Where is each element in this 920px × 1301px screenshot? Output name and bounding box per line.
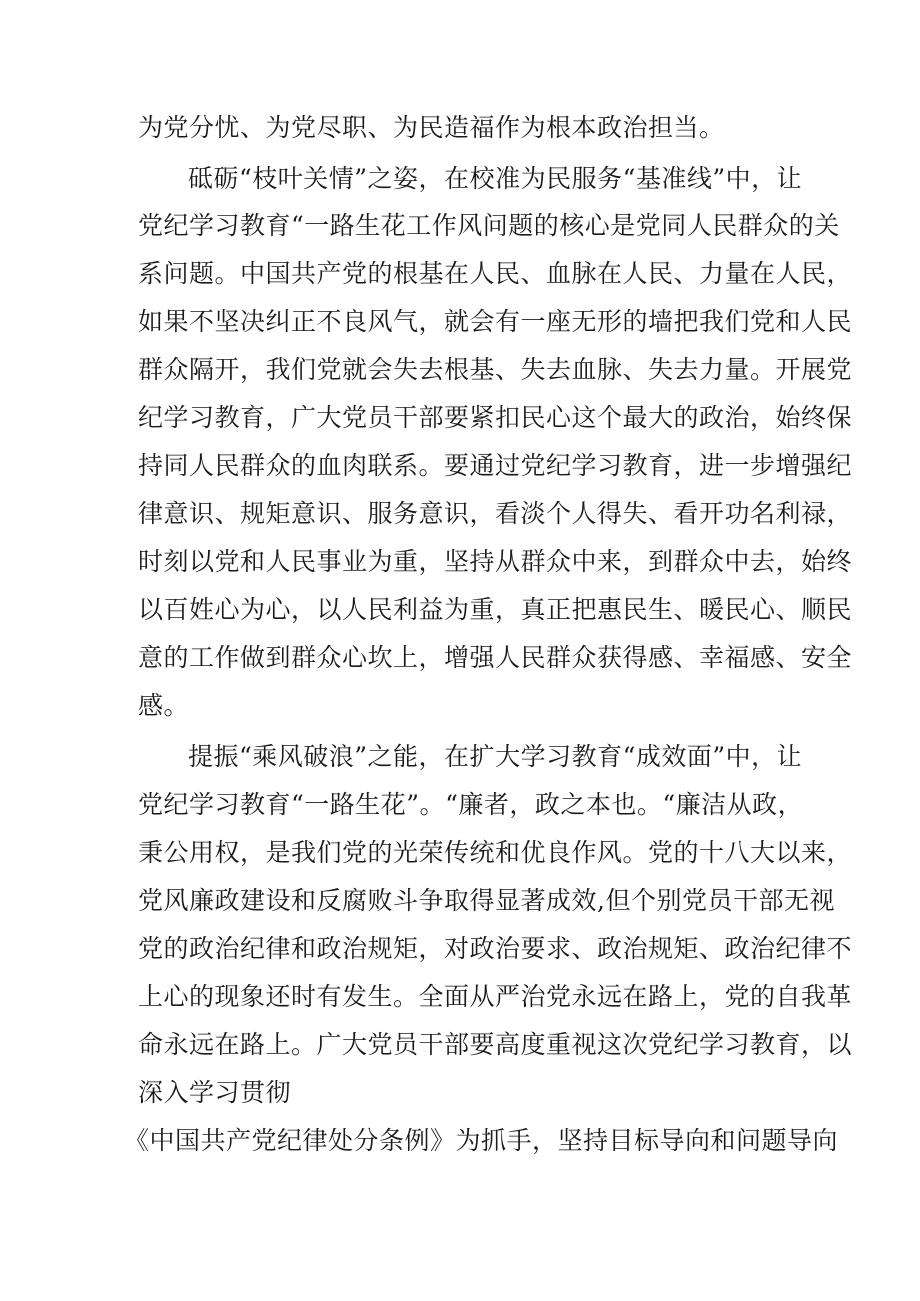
paragraph-line: 纪学习教育，广大党员干部要紧扣民心这个最大的政治，始终保 [138, 403, 853, 432]
paragraph-line: 砥砺“枝叶关情”之姿，在校准为民服务“基准线”中，让 [188, 164, 803, 193]
paragraph-line: 时刻以党和人民事业为重，坚持从群众中来，到群众中去，始终 [138, 547, 853, 576]
paragraph-line: 党的政治纪律和政治规矩，对政治要求、政治规矩、政治纪律不 [138, 934, 853, 963]
paragraph-line: 提振“乘风破浪”之能，在扩大学习教育“成效面”中，让 [188, 742, 803, 771]
paragraph-line: 如果不坚决纠正不良风气，就会有一座无形的墙把我们党和人民 [138, 307, 853, 336]
paragraph-line: 感。 [138, 691, 190, 720]
paragraph-line: 为党分忧、为党尽职、为民造福作为根本政治担当。 [138, 113, 725, 142]
paragraph-line: 秉公用权，是我们党的光荣传统和优良作风。党的十八大以来， [138, 838, 853, 867]
paragraph-line: 意的工作做到群众心坎上，增强人民群众获得感、幸福感、安全 [138, 643, 853, 672]
paragraph-line: 党纪学习教育“一路生花”。“廉者，政之本也。“廉洁从政， [138, 790, 804, 819]
paragraph-line: 命永远在路上。广大党员干部要高度重视这次党纪学习教育，以 [138, 1030, 853, 1059]
paragraph-line: 群众隔开，我们党就会失去根基、失去血脉、失去力量。开展党 [138, 355, 853, 384]
paragraph-line: 上心的现象还时有发生。全面从严治党永远在路上，党的自我革 [138, 982, 853, 1011]
paragraph-line: 党风廉政建设和反腐败斗争取得显著成效,但个别党员干部无视 [138, 886, 835, 915]
paragraph-line: 深入学习贯彻 [138, 1078, 292, 1107]
paragraph-line: 律意识、规矩意识、服务意识，看淡个人得失、看开功名利禄， [138, 499, 853, 528]
paragraph-line: 党纪学习教育“一路生花工作风问题的核心是党同人民群众的关 [138, 211, 840, 240]
paragraph-line: 《中国共产党纪律处分条例》为抓手，坚持目标导向和问题导向 [124, 1126, 839, 1155]
paragraph-line: 以百姓心为心，以人民利益为重，真正把惠民生、暖民心、顺民 [138, 595, 853, 624]
paragraph-line: 持同人民群众的血肉联系。要通过党纪学习教育，进一步增强纪 [138, 451, 853, 480]
paragraph-line: 系问题。中国共产党的根基在人民、血脉在人民、力量在人民， [138, 259, 853, 288]
